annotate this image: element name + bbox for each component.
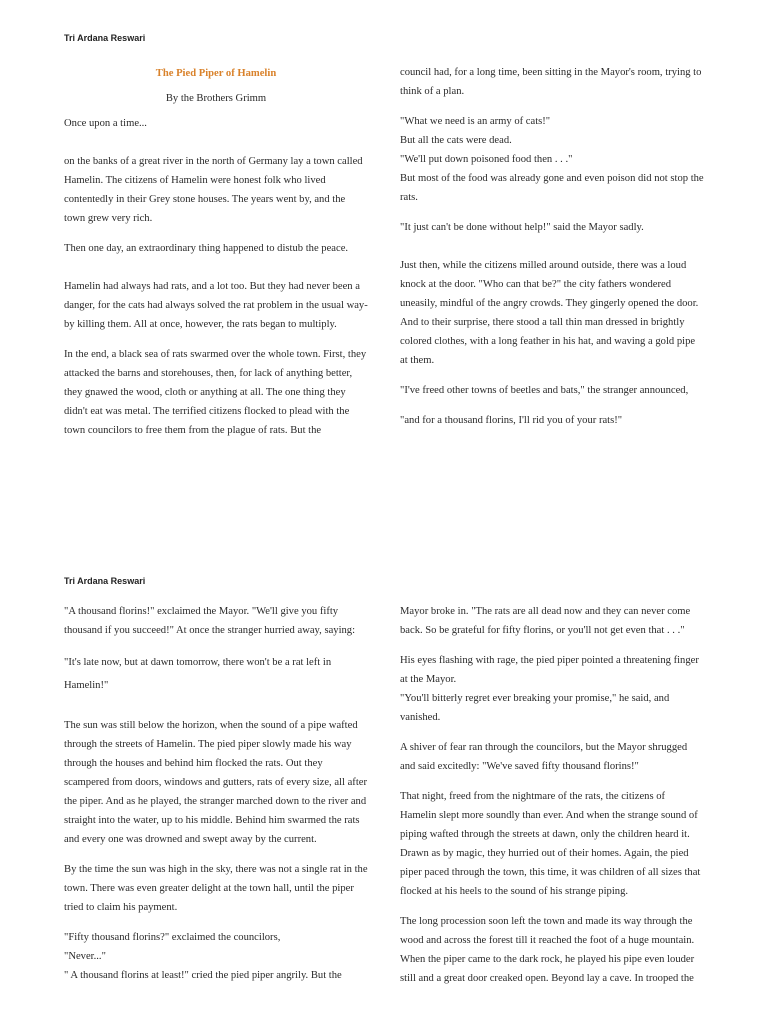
page-2 (0, 560, 768, 1024)
paragraph: That night, freed from the nightmare of the rats, the citizens of Hamelin slept more soundly than ever. And when the strange sound of piping wafted through the streets at dawn, only the children heard it. Drawn as by magic, they hurried out of their homes. Again, the pied piper paced through the town, this time, it was children of all sizes that flocked at his heels to the sound of his strange piping. (400, 791, 701, 897)
left-column (64, 64, 368, 451)
paragraph: His eyes flashing with rage, the pied piper pointed a threatening finger at the Mayor. "You'll bitterly regret ever breaking your promise," he said, and vanished. (400, 655, 699, 723)
right-column (400, 602, 704, 999)
paragraph: Just then, while the citizens milled around outside, there was a loud knock at the door. "Who can that be?" the city fathers wondered uneasily, mindful of the angry crowds. They gingerly opened the door. And to their surprise, there stood a tall thin man dressed in brightly colored clothes, with a long feather in his hat, and waving a gold pipe at them. (400, 260, 699, 366)
paragraph: on the banks of a great river in the north of Germany lay a town called Hamelin. The citizens of Hamelin were honest folk who lived contentedly in their Grey stone houses. The years went by, and the town grew very rich. (64, 156, 363, 224)
paragraph: "A thousand florins!" exclaimed the Mayor. "We'll give you fifty thousand if you succeed!" At once the stranger hurried away, saying: (64, 606, 356, 636)
story-byline: By the Brothers Grimm (165, 93, 267, 104)
paragraph: By the time the sun was high in the sky, there was not a single rat in the town. There was even greater delight at the town hall, until the piper tried to claim his payment. (64, 864, 368, 913)
paragraph: A shiver of fear ran through the councilors, but the Mayor shrugged and said excitedly: "We've saved fifty thousand florins!" (400, 742, 688, 772)
paragraph: "It just can't be done without help!" said the Mayor sadly. (400, 222, 644, 233)
left-column (64, 602, 368, 996)
story-title: The Pied Piper of Hamelin (155, 68, 277, 79)
paragraph: "What we need is an army of cats!" But all the cats were dead. "We'll put down poisoned food then . . ." But most of the food was already gone and even poison did not stop the rats. (400, 116, 704, 203)
paragraph: "I've freed other towns of beetles and bats," the stranger announced, (400, 385, 689, 396)
author-header: Tri Ardana Reswari (64, 576, 146, 586)
paragraph: "It's late now, but at dawn tomorrow, there won't be a rat left in Hamelin!" (64, 657, 332, 691)
paragraph: Once upon a time... (64, 118, 147, 129)
author-header: Tri Ardana Reswari (64, 33, 146, 43)
right-column (400, 63, 704, 441)
paragraph: The sun was still below the horizon, when the sound of a pipe wafted through the streets of Hamelin. The pied piper slowly made his way through the houses and behind him flocked the rats. Out they scampered from doors, windows and gutters, rats of every size, all after the piper. And as he played, the stranger marched down to the river and straight into the water, up to his middle. Behind him swarmed the rats and every one was drowned and swept away by the current. (64, 720, 367, 845)
paragraph: In the end, a black sea of rats swarmed over the whole town. First, they attacked the barns and storehouses, then, for lack of anything better, they gnawed the wood, cloth or anything at all. The one thing they didn't eat was metal. The terrified citizens flocked to plead with the town councilors to free them from the plague of rats. But the (64, 349, 367, 436)
paragraph: Then one day, an extraordinary thing happened to distub the peace. (64, 243, 349, 254)
paragraph: The long procession soon left the town and made its way through the wood and across the forest till it reached the foot of a huge mountain. When the piper came to the dark rock, he played his pipe even louder still and a great door creaked open. Beyond lay a cave. In trooped the (400, 916, 695, 984)
paragraph: "and for a thousand florins, I'll rid you of your rats!" (400, 415, 623, 426)
paragraph: "Fifty thousand florins?" exclaimed the councilors, "Never..." " A thousand florins at least!" cried the pied piper angrily. But the (64, 932, 342, 981)
paragraph: Mayor broke in. "The rats are all dead now and they can never come back. So be grateful for fifty florins, or you'll not get even that . . ." (400, 606, 691, 636)
paragraph: Hamelin had always had rats, and a lot too. But they had never been a danger, for the cats had always solved the rat problem in the usual way- by killing them. All at once, however, the rats began to multiply. (64, 281, 368, 330)
paragraph: council had, for a long time, been sitting in the Mayor's room, trying to think of a plan. (400, 67, 702, 97)
